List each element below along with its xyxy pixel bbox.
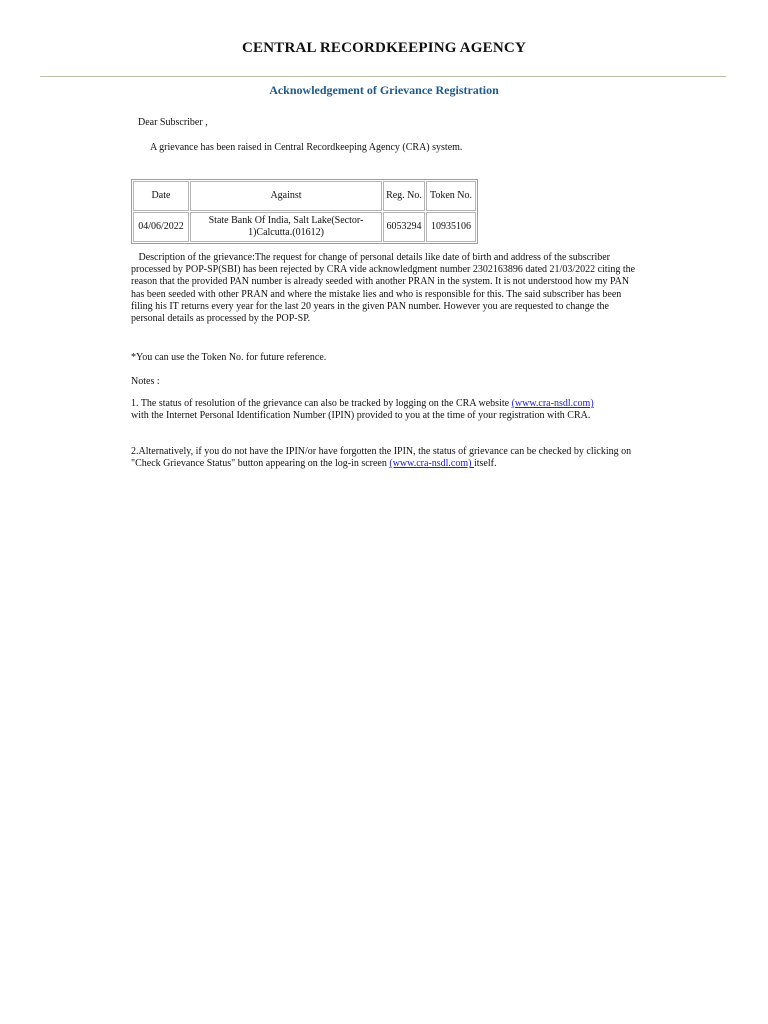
note-1-text: 1. The status of resolution of the grievance can also be tracked by logging on the CRA website: [131, 398, 512, 409]
table-header-row: [133, 181, 476, 211]
cra-website-link[interactable]: (www.cra-nsdl.com): [511, 398, 594, 409]
cra-login-link[interactable]: (www.cra-nsdl.com): [389, 458, 474, 470]
against-cell: State Bank Of India, Salt Lake(Sector-1)Calcutta.(01612): [190, 212, 382, 242]
note-1: [131, 398, 613, 422]
reg-no-cell: 6053294: [383, 212, 425, 242]
note-2: [131, 446, 651, 470]
token-no-header: Token No.: [426, 181, 476, 211]
note-2-text-end: itself.: [473, 458, 497, 470]
token-note: *You can use the Token No. for future reference.: [131, 352, 327, 363]
table-row: [133, 212, 476, 242]
against-header: Against: [190, 181, 382, 211]
salutation: Dear Subscriber ,: [138, 117, 208, 128]
description-text: Description of the grievance:The request for change of personal details like date of birth and address of the subscriber processed by POP-SP(SBI) has been rejected by CRA vide acknowledgment number 2302163896 dated 21/03/2022 citing the reason that the provided PAN number is already seeded with another PRAN in the system. It is not understood how my PAN has been seeded with other PRAN and where the mistake lies and who is responsible for this. The said subscriber has been filing his IT returns every year for the last 20 years in the given PAN number. However you are requested to change the personal details as processed by the POP-SP.: [131, 252, 636, 325]
token-no-cell: 10935106: [426, 212, 476, 242]
note-2-text: 2.Alternatively, if you do not have the IPIN/or have forgotten the IPIN, the status of grievance can be checked by clicking on "Check Grievance Status" button appearing on the log-in screen: [131, 446, 632, 470]
grievance-description: [131, 252, 641, 325]
date-header: Date: [133, 181, 189, 211]
note-1-text-end: with the Internet Personal Identification Number (IPIN) provided to you at the time of your registration with CRA.: [131, 410, 591, 422]
acknowledgement-title: Acknowledgement of Grievance Registration: [269, 83, 499, 97]
notes-label: Notes :: [131, 376, 160, 387]
date-cell: 04/06/2022: [133, 212, 189, 242]
header-divider: [40, 76, 726, 77]
agency-title: CENTRAL RECORDKEEPING AGENCY: [242, 40, 526, 56]
reg-no-header: Reg. No.: [383, 181, 425, 211]
intro-text: A grievance has been raised in Central Recordkeeping Agency (CRA) system.: [150, 142, 463, 153]
grievance-table: [131, 179, 478, 244]
